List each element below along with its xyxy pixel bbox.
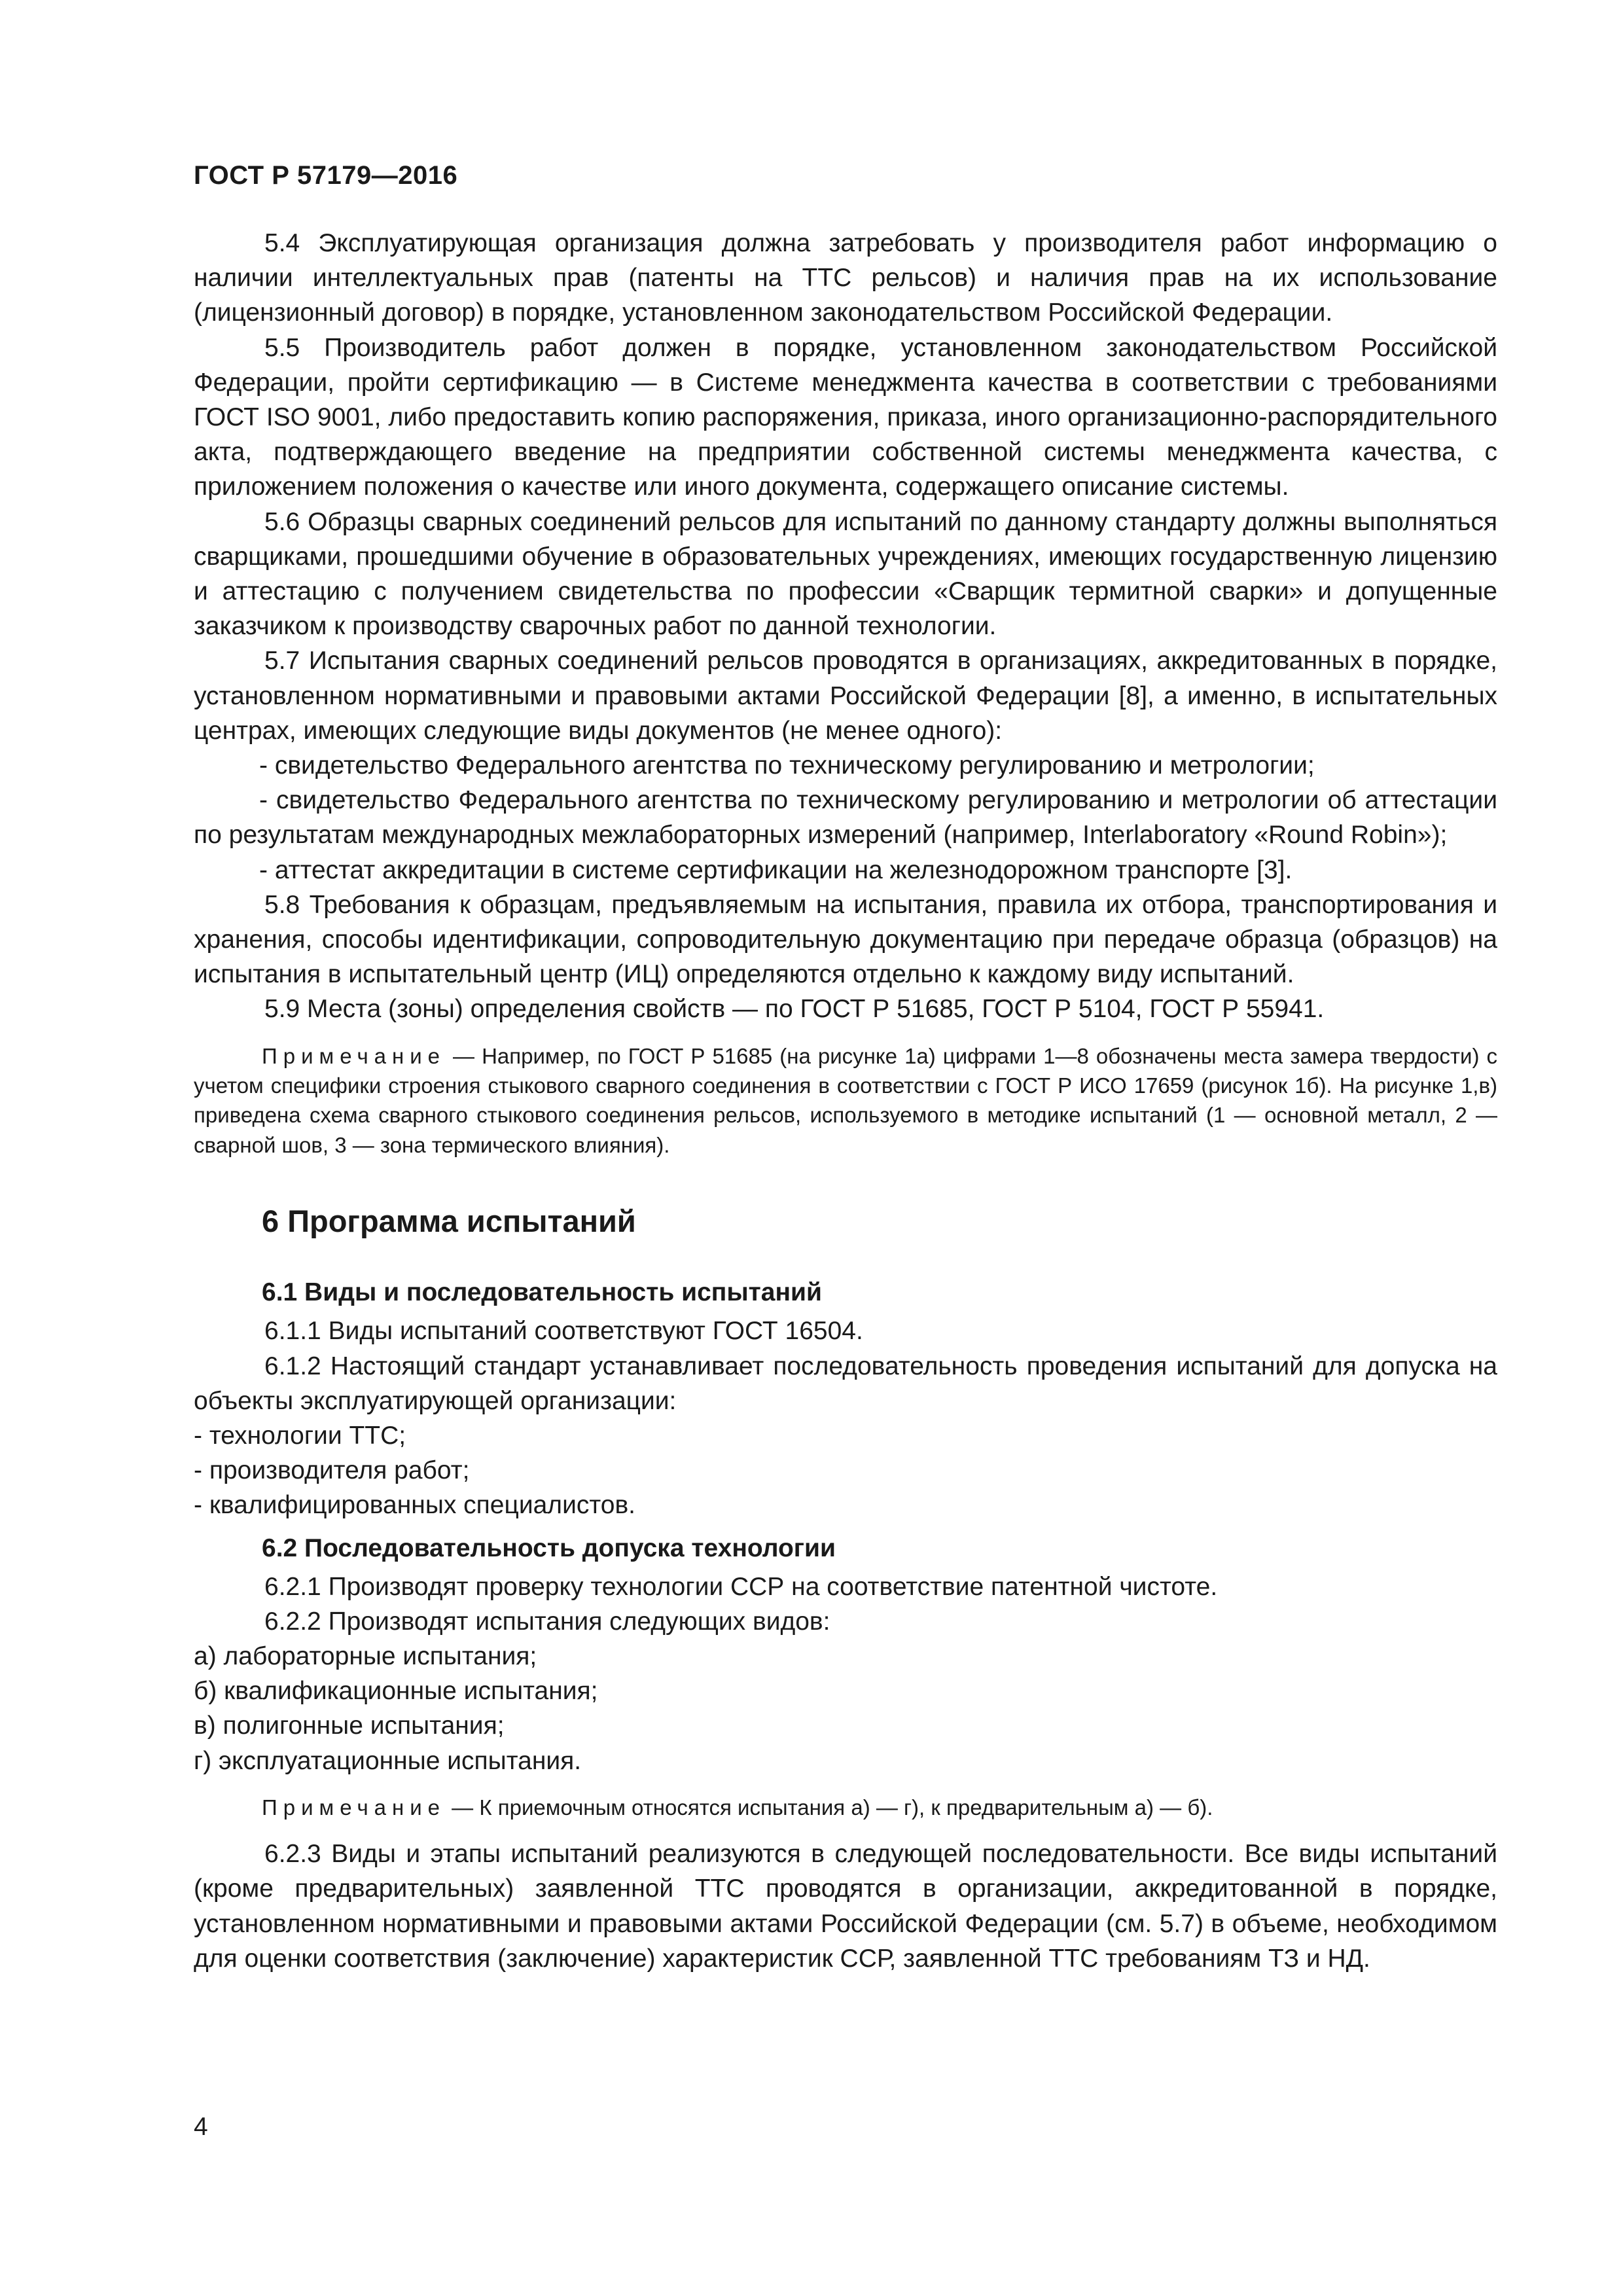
subsection-heading-6-2: 6.2 Последовательность допуска технологии (262, 1534, 836, 1562)
list-item-5-7-3: - аттестат аккредитации в системе сертификации на железнодорожном транспорте [3]. (259, 855, 1293, 884)
list-item-6-1-2-1: - технологии ТТС; (194, 1421, 406, 1450)
subsection-heading-6-1: 6.1 Виды и последовательность испытаний (262, 1278, 822, 1307)
section-heading-6: 6 Программа испытаний (262, 1204, 636, 1239)
note-2-label: Примечание (262, 1795, 446, 1820)
paragraph-5-9: 5.9 Места (зоны) определения свойств — по ГОСТ Р 51685, ГОСТ Р 5104, ГОСТ Р 55941. (264, 995, 1325, 1024)
paragraph-5-5: 5.5 Производитель работ должен в порядке, установленном законодательством Российской Федерации, пройти сертификацию — в Системе менеджмента качества в соответствии с требованиями ГОСТ ISO 9001, либо предоставить копию распоряжения, приказа, иного организационно-распорядительного акта, подтверждающего введение на предприятии собственной системы менеджмента качества, с приложением положения о качестве или иного документа, содержащего описание системы. (194, 333, 1497, 501)
paragraph-5-4: 5.4 Эксплуатирующая организация должна затребовать у производителя работ информацию о наличии интеллектуальных прав (патенты на ТТС рельсов) и наличия прав на их использование (лицензионный договор) в порядке, установленном законодательством Российской Федерации. (194, 229, 1497, 327)
paragraph-6-2-2: 6.2.2 Производят испытания следующих видов: (264, 1607, 830, 1636)
paragraph-5-8: 5.8 Требования к образцам, предъявляемым на испытания, правила их отбора, транспортирования и хранения, способы идентификации, сопроводительную документацию при передаче образца (образцов) на испытания в испытательный центр (ИЦ) определяются отдельно к каждому виду испытаний. (194, 890, 1497, 989)
paragraph-6-2-1: 6.2.1 Производят проверку технологии ССР на соответствие патентной чистоте. (264, 1572, 1218, 1601)
page-number: 4 (194, 2113, 208, 2141)
list-item-6-2-2-g: г) эксплуатационные испытания. (194, 1746, 582, 1775)
paragraph-5-7: 5.7 Испытания сварных соединений рельсов проводятся в организациях, аккредитованных в порядке, установленном нормативными и правовыми актами Российской Федерации [8], а именно, в испытательных центрах, имеющих следующие виды документов (не менее одного): (194, 647, 1497, 745)
note-1 (194, 1041, 1497, 1160)
list-item-5-7-2: - свидетельство Федерального агентства по техническому регулированию и метрологии об аттестации по результатам международных межлабораторных измерений (например, Interlaboratory «Round Robin»); (194, 786, 1497, 850)
list-item-6-1-2-3: - квалифицированных специалистов. (194, 1491, 636, 1520)
note-2 (194, 1793, 1497, 1822)
list-item-6-1-2-2: - производителя работ; (194, 1456, 470, 1485)
note-2-text: — К приемочным относятся испытания а) — г), к предварительным а) — б). (446, 1795, 1213, 1820)
note-1-label: Примечание (262, 1043, 446, 1068)
list-item-6-2-2-b: б) квалификационные испытания; (194, 1677, 598, 1706)
document-body (194, 226, 1497, 1976)
list-item-5-7-1: - свидетельство Федерального агентства по техническому регулированию и метрологии; (259, 751, 1315, 780)
paragraph-6-2-3: 6.2.3 Виды и этапы испытаний реализуются в следующей последовательности. Все виды испытаний (кроме предварительных) заявленной ТТС проводятся в организации, аккредитованной в порядке, установленном нормативными и правовыми актами Российской Федерации (см. 5.7) в объеме, необходимом для оценки соответствия (заключение) характеристик ССР, заявленной ТТС требованиям ТЗ и НД. (194, 1840, 1497, 1973)
paragraph-6-1-2: 6.1.2 Настоящий стандарт устанавливает последовательность проведения испытаний для допуска на объекты эксплуатирующей организации: (194, 1352, 1497, 1415)
paragraph-5-6: 5.6 Образцы сварных соединений рельсов для испытаний по данному стандарту должны выполняться сварщиками, прошедшими обучение в образовательных учреждениях, имеющих государственную лицензию и аттестацию с получением свидетельства по профессии «Сварщик термитной сварки» и допущенные заказчиком к производству сварочных работ по данной технологии. (194, 507, 1497, 641)
list-item-6-2-2-a: а) лабораторные испытания; (194, 1641, 537, 1670)
list-item-6-2-2-v: в) полигонные испытания; (194, 1712, 505, 1740)
paragraph-6-1-1: 6.1.1 Виды испытаний соответствуют ГОСТ 16504. (264, 1317, 863, 1346)
note-1-text: — Например, по ГОСТ Р 51685 (на рисунке 1а) цифрами 1—8 обозначены места замера твердости) с учетом специфики строения стыкового сварного соединения в соответствии с ГОСТ Р ИСО 17659 (рисунок 1б). На рисунке 1,в) приведена схема сварного стыкового соединения рельсов, используемого в методике испытаний (1 — основной металл, 2 — сварной шов, 3 — зона термического влияния). (194, 1043, 1497, 1157)
document-header-id: ГОСТ Р 57179—2016 (194, 161, 458, 190)
